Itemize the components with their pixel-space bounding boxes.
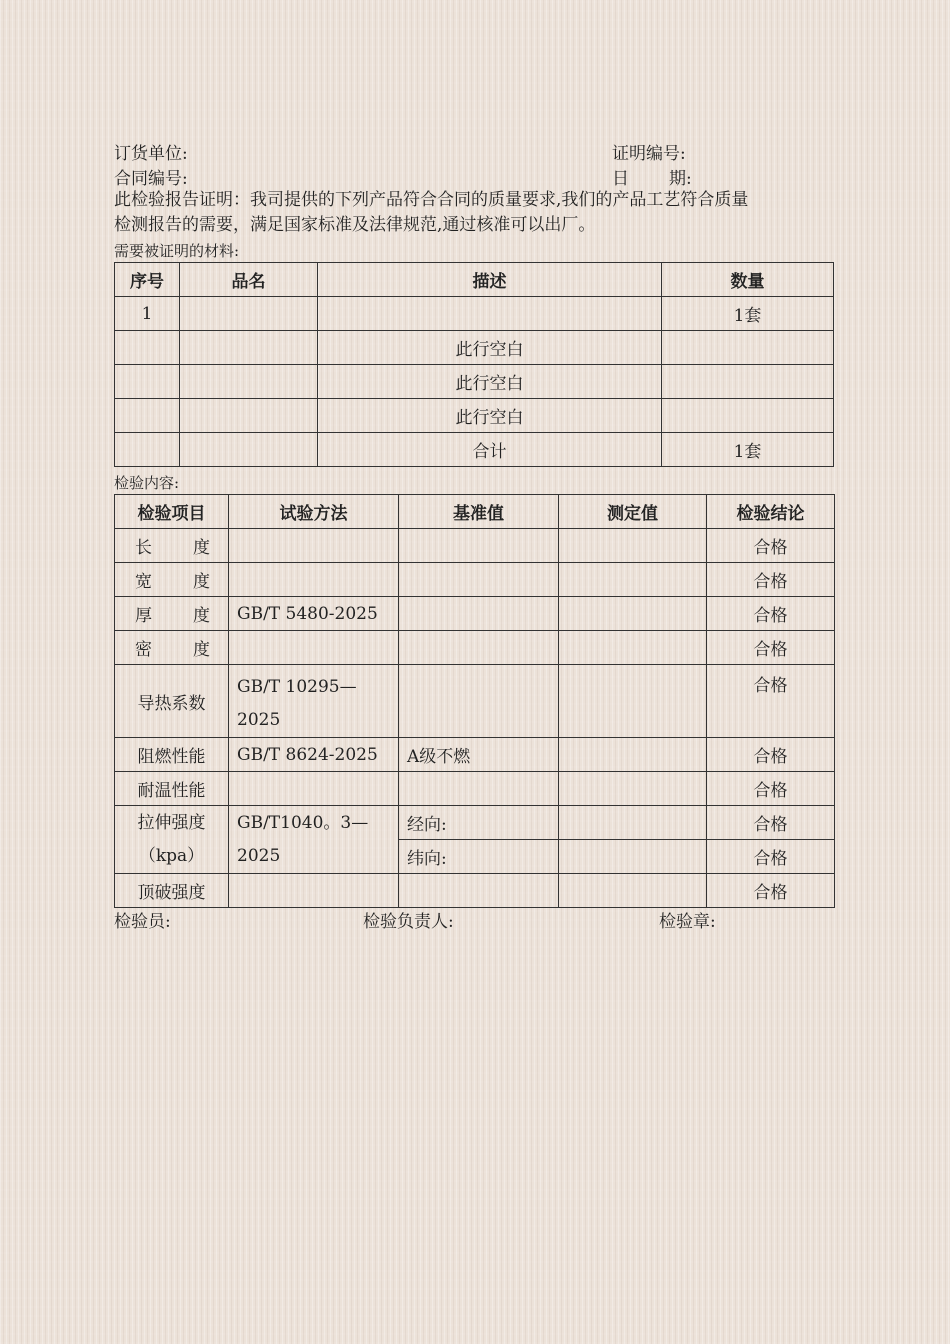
measured-cell <box>559 840 707 874</box>
date-label-char2: 期: <box>669 169 692 189</box>
header-description: 描述 <box>318 263 662 297</box>
item-line: 拉伸强度 <box>137 812 206 833</box>
item-char: 宽 <box>135 572 152 592</box>
header-serial: 序号 <box>115 263 180 297</box>
baseline-cell <box>399 874 559 908</box>
inspector-label: 检验员: <box>114 912 171 932</box>
table-row <box>115 597 835 631</box>
header-test-method: 试验方法 <box>229 495 399 529</box>
item-line: （kpa） <box>138 845 205 866</box>
seal-label: 检验章: <box>659 912 716 932</box>
method-cell <box>229 563 399 597</box>
method-cell <box>229 529 399 563</box>
measured-cell <box>559 563 707 597</box>
measured-cell <box>559 665 707 738</box>
tensile-method-cell <box>229 806 399 874</box>
table-row <box>115 331 834 365</box>
method-line: 2025 <box>237 710 281 730</box>
quantity-cell <box>662 399 834 433</box>
result-cell: 合格 <box>707 772 835 806</box>
name-cell <box>180 365 318 399</box>
description-cell: 此行空白 <box>318 399 662 433</box>
item-char: 度 <box>193 640 210 660</box>
description-cell: 此行空白 <box>318 331 662 365</box>
item-cell <box>115 597 229 631</box>
warp-baseline-cell: 经向: <box>399 806 559 840</box>
method-line: 2025 <box>237 845 281 866</box>
item-char: 长 <box>135 538 152 558</box>
table-row <box>115 365 834 399</box>
contract-number-label: 合同编号: <box>114 169 188 189</box>
certification-statement <box>114 188 838 238</box>
statement-line-1: 此检验报告证明：我司提供的下列产品符合合同的质量要求,我们的产品工艺符合质量 <box>114 190 749 210</box>
total-quantity-cell: 1套 <box>662 433 834 467</box>
name-cell <box>180 331 318 365</box>
method-cell <box>229 665 399 738</box>
total-label-cell: 合计 <box>318 433 662 467</box>
item-char: 度 <box>193 538 210 558</box>
method-cell <box>229 874 399 908</box>
result-cell: 合格 <box>707 597 835 631</box>
table-row <box>115 399 834 433</box>
order-unit-label: 订货单位: <box>114 144 188 164</box>
result-cell: 合格 <box>707 738 835 772</box>
burst-strength-row <box>115 874 835 908</box>
measured-cell <box>559 874 707 908</box>
table-row <box>115 297 834 331</box>
header-measured-value: 测定值 <box>559 495 707 529</box>
thermal-conductivity-row <box>115 665 835 738</box>
measured-cell <box>559 738 707 772</box>
result-cell: 合格 <box>707 563 835 597</box>
baseline-cell <box>399 597 559 631</box>
method-cell: GB/T 5480-2025 <box>229 597 399 631</box>
tensile-item-cell <box>115 806 229 874</box>
serial-cell <box>115 365 180 399</box>
header-product-name: 品名 <box>180 263 318 297</box>
baseline-cell <box>399 563 559 597</box>
materials-table <box>114 262 834 467</box>
name-cell <box>180 399 318 433</box>
method-line: GB/T 10295— <box>237 677 357 697</box>
item-char: 厚 <box>135 606 152 626</box>
item-char: 度 <box>193 572 210 592</box>
weft-baseline-cell: 纬向: <box>399 840 559 874</box>
tensile-strength-row-warp <box>115 806 835 840</box>
item-char: 度 <box>193 606 210 626</box>
quantity-cell <box>662 365 834 399</box>
baseline-cell: A级不燃 <box>399 738 559 772</box>
measured-cell <box>559 806 707 840</box>
name-cell <box>180 433 318 467</box>
header-baseline-value: 基准值 <box>399 495 559 529</box>
serial-cell <box>115 399 180 433</box>
measured-cell <box>559 529 707 563</box>
description-cell: 此行空白 <box>318 365 662 399</box>
result-cell: 合格 <box>707 806 835 840</box>
supervisor-label: 检验负责人: <box>363 912 454 932</box>
table-row <box>115 529 835 563</box>
method-cell <box>229 772 399 806</box>
statement-line-2: 检测报告的需要，满足国家标准及法律规范,通过核准可以出厂。 <box>114 215 596 235</box>
header-inspection-item: 检验项目 <box>115 495 229 529</box>
measured-cell <box>559 772 707 806</box>
result-cell: 合格 <box>707 665 835 738</box>
table-row <box>115 631 835 665</box>
item-cell: 顶破强度 <box>115 874 229 908</box>
item-cell: 阻燃性能 <box>115 738 229 772</box>
baseline-cell <box>399 631 559 665</box>
baseline-cell <box>399 529 559 563</box>
result-cell: 合格 <box>707 840 835 874</box>
method-cell <box>229 631 399 665</box>
measured-cell <box>559 631 707 665</box>
description-cell <box>318 297 662 331</box>
item-cell: 耐温性能 <box>115 772 229 806</box>
inspection-table <box>114 494 835 908</box>
method-line: GB/T1040。3— <box>237 812 369 833</box>
header-quantity: 数量 <box>662 263 834 297</box>
result-cell: 合格 <box>707 529 835 563</box>
measured-cell <box>559 597 707 631</box>
temperature-resistance-row <box>115 772 835 806</box>
baseline-cell <box>399 665 559 738</box>
name-cell <box>180 297 318 331</box>
table-row <box>115 563 835 597</box>
result-cell: 合格 <box>707 874 835 908</box>
materials-header-row <box>115 263 834 297</box>
serial-cell: 1 <box>115 297 180 331</box>
item-cell: 导热系数 <box>115 665 229 738</box>
date-label-char1: 日 <box>612 169 629 189</box>
flame-retardant-row <box>115 738 835 772</box>
result-cell: 合格 <box>707 631 835 665</box>
method-cell: GB/T 8624-2025 <box>229 738 399 772</box>
serial-cell <box>115 433 180 467</box>
date-label <box>612 164 692 189</box>
quantity-cell <box>662 331 834 365</box>
quantity-cell: 1套 <box>662 297 834 331</box>
item-cell <box>115 631 229 665</box>
inspection-caption: 检验内容: <box>114 474 180 492</box>
materials-caption: 需要被证明的材料: <box>114 242 240 260</box>
baseline-cell <box>399 772 559 806</box>
item-char: 密 <box>135 640 152 660</box>
inspection-header-row <box>115 495 835 529</box>
item-cell <box>115 563 229 597</box>
certificate-number-label: 证明编号: <box>612 144 686 164</box>
header-conclusion: 检验结论 <box>707 495 835 529</box>
total-row <box>115 433 834 467</box>
serial-cell <box>115 331 180 365</box>
item-cell <box>115 529 229 563</box>
